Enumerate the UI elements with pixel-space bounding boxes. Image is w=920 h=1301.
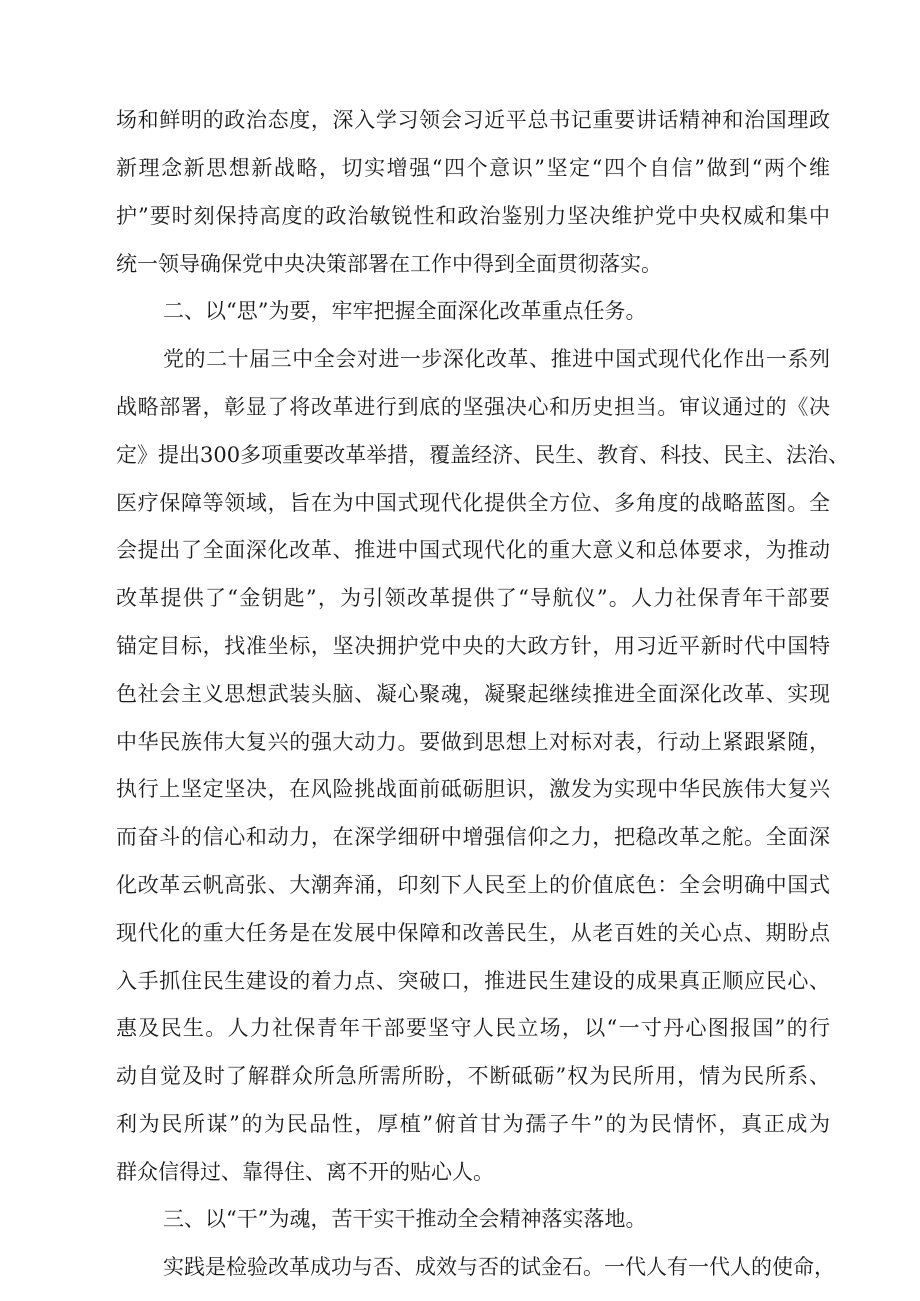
text-line: 利为民所谋”的为民品性，厚植”俯首甘为孺子牛”的为民情怀，真正成为: [116, 1112, 830, 1136]
text-line: 中华民族伟大复兴的强大动力。要做到思想上对标对表，行动上紧跟紧随，: [116, 730, 830, 754]
text-line: 统一领导确保党中央决策部署在工作中得到全面贯彻落实。: [116, 252, 662, 276]
text-line: 执行上坚定坚决，在风险挑战面前砥砺胆识，激发为实现中华民族伟大复兴: [116, 777, 830, 801]
text-line: 党的二十届三中全会对进一步深化改革、推进中国式现代化作出一系列: [163, 347, 830, 371]
text-line: 群众信得过、靠得住、离不开的贴心人。: [116, 1160, 494, 1184]
text-line: 改革提供了“金钥匙”，为引领改革提供了“导航仪”。人力社保青年干部要: [116, 586, 830, 610]
text-line: 医疗保障等领域，旨在为中国式现代化提供全方位、多角度的战略蓝图。全: [116, 491, 830, 515]
text-line: 新理念新思想新战略，切实增强“四个意识”坚定“四个自信”做到“两个维: [116, 156, 830, 180]
text-line: 会提出了全面深化改革、推进中国式现代化的重大意义和总体要求，为推动: [116, 538, 830, 562]
text-line: 入手抓住民生建设的着力点、突破口，推进民生建设的成果真正顺应民心、: [116, 969, 830, 993]
text-line: 化改革云帆高张、大潮奔涌，印刻下人民至上的价值底色：全会明确中国式: [116, 873, 830, 897]
text-line: 场和鲜明的政治态度，深入学习领会习近平总书记重要讲话精神和治国理政: [116, 108, 830, 132]
text-line: 锚定目标，找准坐标，坚决拥护党中央的大政方针，用习近平新时代中国特: [116, 634, 830, 658]
text-line: 定》提出300多项重要改革举措，覆盖经济、民生、教育、科技、民主、法治、: [116, 443, 850, 467]
text-line: 护”要时刻保持高度的政治敏锐性和政治鉴别力坚决维护党中央权威和集中: [116, 204, 830, 228]
text-line: 实践是检验改革成功与否、成效与否的试金石。一代人有一代人的使命，: [163, 1255, 835, 1279]
text-line: 惠及民生。人力社保青年干部要坚守人民立场，以“一寸丹心图报国”的行: [116, 1016, 830, 1040]
text-line: 色社会主义思想武装头脑、凝心聚魂，凝聚起继续推进全面深化改革、实现: [116, 682, 830, 706]
text-line: 战略部署，彰显了将改革进行到底的坚强决心和历史担当。审议通过的《决: [116, 395, 830, 419]
section-heading-3: 三、以“干”为魂，苦干实干推动全会精神落实落地。: [163, 1207, 647, 1231]
text-line: 现代化的重大任务是在发展中保障和改善民生，从老百姓的关心点、期盼点: [116, 921, 830, 945]
text-line: 而奋斗的信心和动力，在深学细研中增强信仰之力，把稳改革之舵。全面深: [116, 825, 830, 849]
text-line: 动自觉及时了解群众所急所需所盼，不断砥砺”权为民所用，情为民所系、: [116, 1064, 830, 1088]
section-heading-2: 二、以“思”为要，牢牢把握全面深化改革重点任务。: [163, 299, 647, 323]
